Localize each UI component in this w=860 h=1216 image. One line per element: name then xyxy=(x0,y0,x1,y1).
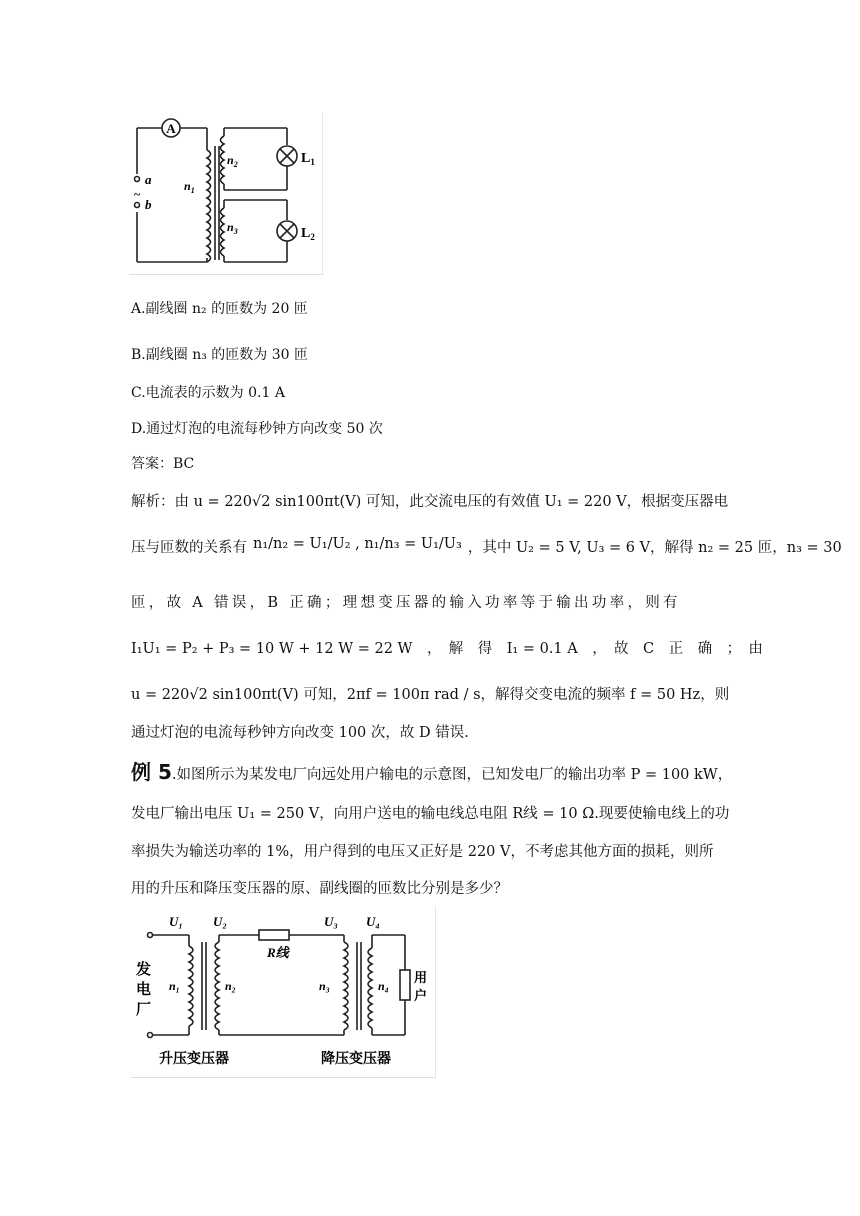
step-up-label: 升压变压器 xyxy=(159,1052,229,1067)
option-c: C.电流表的示数为 0.1 A xyxy=(131,385,285,401)
n2-label: n xyxy=(227,153,234,167)
analysis-line-1: 解析：由 u = 220√2 sin100πt(V) 可知，此交流电压的有效值 U₁ = 220 V，根据变压器电 xyxy=(131,494,729,510)
user-char-1: 用 xyxy=(414,970,428,985)
step-down-label: 降压变压器 xyxy=(321,1052,391,1067)
tilde-label: ~ xyxy=(134,187,141,201)
example-5-line-4: 用的升压和降压变压器的原、副线圈的匝数比分别是多少？ xyxy=(131,881,508,897)
terminal-a-label: a xyxy=(145,172,152,187)
n3-sub: 3 xyxy=(233,227,238,236)
analysis-line-2 xyxy=(131,536,842,557)
label-n3: n₃ xyxy=(319,979,330,993)
n1-label: n xyxy=(184,179,191,193)
label-u1: U₁ xyxy=(169,914,183,929)
option-d: D.通过灯泡的电流每秒钟方向改变 50 次 xyxy=(131,421,383,437)
plant-char-2: 电 xyxy=(136,982,152,998)
plant-char-3: 厂 xyxy=(136,1002,152,1018)
label-u4: U₄ xyxy=(366,914,380,929)
analysis-line-2a: 压与匝数的关系有 xyxy=(131,540,247,556)
label-u3: U₃ xyxy=(324,914,338,929)
lamp-l2-sub: 2 xyxy=(310,232,315,242)
figure-power-transmission xyxy=(131,906,436,1078)
analysis-line-3: 匝，故 A 错误，B 正确；理想变压器的输入功率等于输出功率，则有 xyxy=(131,595,681,611)
label-u2: U₂ xyxy=(213,914,227,929)
n2-sub: 2 xyxy=(233,160,238,169)
example-5-text-1: .如图所示为某发电厂向远处用户输电的示意图，已知发电厂的输出功率 P = 100 kW， xyxy=(171,767,733,783)
option-a: A.副线圈 n₂ 的匝数为 20 匝 xyxy=(131,301,308,317)
transmission-diagram xyxy=(131,906,436,1078)
label-n2: n₂ xyxy=(225,979,236,993)
user-char-2: 户 xyxy=(414,988,428,1003)
analysis-line-5: u = 220√2 sin100πt(V) 可知，2πf = 100π rad / s，解得交变电流的频率 f = 50 Hz，则 xyxy=(131,687,730,703)
lamp-l2-label: L xyxy=(301,226,311,241)
n3-label: n xyxy=(227,220,234,234)
n1-sub: 1 xyxy=(190,186,195,195)
ammeter-label: A xyxy=(166,121,176,136)
plant-char-1: 发 xyxy=(136,962,152,978)
terminal-b-label: b xyxy=(145,197,152,212)
analysis-line-4: I₁U₁ = P₂ + P₃ = 10 W + 12 W = 22 W ， 解 得 I₁ = 0.1 A ， 故 C 正 确 ； 由 xyxy=(131,641,763,657)
label-n1: n₁ xyxy=(169,979,180,993)
ratio-equations: n₁/n₂ = U₁/U₂ , n₁/n₃ = U₁/U₃ xyxy=(253,536,462,552)
example-5-line-3: 率损失为输送功率的 1%，用户得到的电压又正好是 220 V，不考虑其他方面的损耗，则所 xyxy=(131,844,714,860)
analysis-line-6: 通过灯泡的电流每秒钟方向改变 100 次，故 D 错误. xyxy=(131,725,469,741)
label-r-line: R线 xyxy=(267,945,289,960)
transformer-diagram xyxy=(129,112,323,275)
example-5-label: 例 5 xyxy=(131,760,172,784)
figure-transformer-two-secondaries xyxy=(129,112,323,275)
option-b: B.副线圈 n₃ 的匝数为 30 匝 xyxy=(131,347,308,363)
analysis-line-2c: ，其中 U₂ = 5 V, U₃ = 6 V，解得 n₂ = 25 匝，n₃ = 30 xyxy=(467,540,842,556)
example-5-line-1 xyxy=(131,756,731,785)
label-n4: n₄ xyxy=(378,979,389,993)
lamp-l1-label: L xyxy=(301,151,311,166)
lamp-l1-sub: 1 xyxy=(310,157,315,167)
answer-text: 答案：BC xyxy=(131,456,195,472)
example-5-line-2: 发电厂输出电压 U₁ = 250 V，向用户送电的输电线总电阻 R线 = 10 Ω.现要使输电线上的功 xyxy=(131,806,730,822)
